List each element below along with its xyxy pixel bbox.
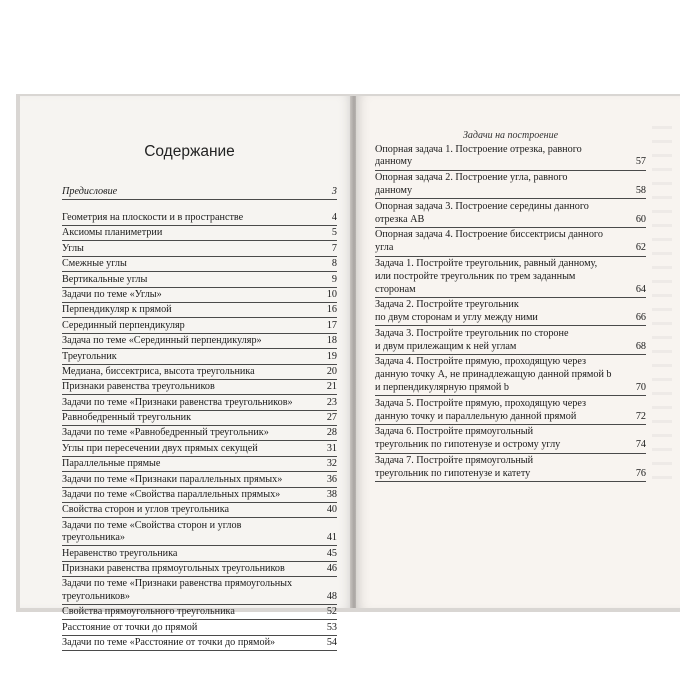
- toc-entry-line: [62, 427, 337, 439]
- toc-entry-text: Задача 7. Постройте прямоугольный: [375, 454, 534, 466]
- toc-entry: [375, 200, 646, 228]
- toc-entry-line: [375, 439, 646, 452]
- toc-page-number: 7: [331, 242, 337, 254]
- toc-entry: [62, 288, 337, 303]
- toc-entry-line: [62, 474, 337, 486]
- toc-page-number: 66: [635, 312, 646, 324]
- toc-page-number: 8: [331, 258, 337, 270]
- toc-page-number: 76: [635, 467, 646, 479]
- toc-page-number: 10: [326, 288, 337, 300]
- toc-page-number: 52: [326, 606, 337, 618]
- toc-entry: [62, 547, 337, 562]
- toc-entry-text: угла: [375, 242, 394, 254]
- toc-page-number: 41: [326, 532, 337, 544]
- toc-entry-line: [62, 563, 337, 575]
- toc-entry-text: треугольник по гипотенузе и катету: [375, 467, 531, 479]
- toc-page-number: 18: [326, 335, 337, 347]
- toc-entry: [62, 427, 337, 442]
- toc-entry-line: [375, 214, 646, 227]
- toc-page-number: 5: [331, 227, 337, 239]
- toc-entry: [62, 381, 337, 396]
- toc-entry-line: [62, 458, 337, 470]
- toc-page-number: 54: [326, 636, 337, 648]
- toc-entry-text: Неравенство треугольника: [62, 547, 178, 559]
- toc-page-number: 23: [326, 396, 337, 408]
- toc-entry-text: Перпендикуляр к прямой: [62, 304, 172, 316]
- toc-entry-text: Задачи по теме «Свойства параллельных прямых»: [62, 489, 281, 501]
- toc-entry-line: [375, 284, 646, 297]
- toc-page-number: 38: [326, 489, 337, 501]
- toc-entry: [62, 304, 337, 319]
- toc-entry-line: [375, 156, 646, 169]
- toc-entry: [62, 411, 337, 426]
- toc-entry-text: сторонам: [375, 283, 416, 295]
- toc-entry: [62, 211, 337, 226]
- toc-entry: [375, 143, 646, 171]
- toc-entry-line: [62, 351, 337, 363]
- toc-page-number: 64: [635, 283, 646, 295]
- toc-page-number: 70: [635, 382, 646, 394]
- toc-entry: [62, 578, 337, 605]
- section-title: Задачи на построение: [462, 130, 559, 141]
- toc-entry-text: данную точку A, не принадлежащую данной прямой b: [375, 369, 612, 381]
- toc-entry-text: треугольник по гипотенузе и острому углу: [375, 439, 561, 451]
- toc-entry: [62, 458, 337, 473]
- toc-entry-text: Задача 5. Постройте прямую, проходящую через: [375, 397, 587, 409]
- toc-entry-text: данную точку и параллельную данной прямой: [375, 410, 577, 422]
- toc-entry-text: Задача 1. Постройте треугольник, равный данному,: [375, 257, 598, 269]
- toc-entry-text: и перпендикулярную прямой b: [375, 382, 510, 394]
- page-title: Содержание: [144, 143, 235, 160]
- toc-page-number: 4: [331, 211, 337, 223]
- toc-page-number: 60: [635, 213, 646, 225]
- toc-page-number: 62: [635, 242, 646, 254]
- toc-entry: [62, 227, 337, 242]
- toc-entry-text: данному: [375, 184, 413, 196]
- toc-entry-text: Вертикальные углы: [62, 273, 148, 285]
- toc-page-number: 46: [326, 562, 337, 574]
- toc-entry-text: Опорная задача 2. Построение угла, равного: [375, 172, 568, 184]
- toc-entry-text: Задачи по теме «Признаки равенства прямоугольных: [62, 578, 293, 590]
- toc-entry: [62, 365, 337, 380]
- toc-page-number: 3: [331, 185, 337, 197]
- toc-entry-line: [62, 227, 337, 239]
- toc-entry-text: Задачи по теме «Признаки равенства треугольников»: [62, 396, 293, 408]
- toc-entry: [62, 242, 337, 257]
- toc-entry-text: данному: [375, 156, 413, 168]
- toc-entry-text: Задача по теме «Серединный перпендикуляр»: [62, 335, 262, 347]
- toc-entry-line: [62, 489, 337, 501]
- toc-entry-text: Задачи по теме «Расстояние от точки до прямой»: [62, 636, 276, 648]
- toc-page-number: 31: [326, 442, 337, 454]
- toc-entry-text: Опорная задача 1. Построение отрезка, равного: [375, 143, 582, 155]
- toc-entry: [375, 299, 646, 327]
- toc-entry-text: или постройте треугольник по трем заданным: [375, 270, 576, 282]
- toc-entry: [62, 606, 337, 621]
- toc-page-number: 36: [326, 473, 337, 485]
- toc-entry-text: отрезка AB: [375, 213, 425, 225]
- toc-page-number: 16: [326, 304, 337, 316]
- toc-entry-text: Углы: [62, 242, 84, 254]
- toc-entry: [62, 504, 337, 519]
- toc-entry-text: Свойства прямоугольного треугольника: [62, 606, 235, 618]
- toc-entry-text: Опорная задача 4. Построение биссектрисы данного: [375, 229, 603, 241]
- toc-page-number: 57: [635, 156, 646, 168]
- toc-entry-line: [62, 412, 337, 424]
- toc-entry-text: треугольников»: [62, 590, 130, 602]
- toc-entry-line: [62, 504, 337, 516]
- toc-entry-text: Задача 4. Постройте прямую, проходящую через: [375, 356, 587, 368]
- toc-entry-line: [62, 289, 337, 301]
- toc-entry-text: Серединный перпендикуляр: [62, 319, 185, 331]
- toc-entry-line: [62, 637, 337, 649]
- toc-entry: [62, 621, 337, 636]
- toc-page-number: 32: [326, 458, 337, 470]
- toc-page-number: 9: [331, 273, 337, 285]
- toc-entry-line: [375, 242, 646, 255]
- toc-entry-line: [62, 397, 337, 409]
- toc-entry-line: [62, 243, 337, 255]
- toc-entry-line: [62, 443, 337, 455]
- toc-entry-line: [62, 186, 337, 198]
- toc-entry-text: Медиана, биссектриса, высота треугольника: [62, 365, 255, 377]
- toc-entry-text: Признаки равенства прямоугольных треугольников: [62, 562, 285, 574]
- toc-page-number: 48: [326, 590, 337, 602]
- toc-page-number: 53: [326, 621, 337, 633]
- toc-entry: [62, 442, 337, 457]
- toc-entry: [62, 636, 337, 651]
- toc-page-number: 27: [326, 412, 337, 424]
- toc-entry: [375, 454, 646, 482]
- toc-entry: [62, 273, 337, 288]
- show-through-shadow: [652, 126, 672, 486]
- toc-entry-text: Геометрия на плоскости и в пространстве: [62, 211, 244, 223]
- toc-entry-text: Смежные углы: [62, 258, 127, 270]
- toc-entry-text: Параллельные прямые: [62, 458, 161, 470]
- toc-entry-line: [62, 320, 337, 332]
- toc-entry-line: [62, 212, 337, 224]
- toc-entry: [62, 488, 337, 503]
- toc-entry: [62, 185, 337, 200]
- toc-entry-text: по двум сторонам и углу между ними: [375, 312, 538, 324]
- toc-entry: [375, 172, 646, 200]
- toc-entry-text: Свойства сторон и углов треугольника: [62, 504, 230, 516]
- toc-entry-line: [375, 382, 646, 395]
- toc-entry-text: Задача 2. Постройте треугольник: [375, 299, 519, 311]
- toc-entry: [62, 319, 337, 334]
- toc-entry: [62, 396, 337, 411]
- toc-entry: [62, 519, 337, 546]
- toc-entry-text: Опорная задача 3. Построение середины данного: [375, 200, 589, 212]
- toc-entry-line: [62, 548, 337, 560]
- toc-entry-text: Признаки равенства треугольников: [62, 381, 215, 393]
- toc-entry-line: [62, 258, 337, 270]
- toc-entry-text: Равнобедренный треугольник: [62, 412, 192, 424]
- toc-entry-line: [62, 304, 337, 316]
- toc-entry-text: Расстояние от точки до прямой: [62, 621, 198, 633]
- toc-entry: [62, 562, 337, 577]
- toc-page-number: 68: [635, 340, 646, 352]
- toc-entry-line: [62, 606, 337, 618]
- toc-list-left: [62, 185, 337, 652]
- toc-entry-text: Предисловие: [62, 185, 118, 197]
- toc-entry-line: [375, 185, 646, 198]
- toc-page-number: 19: [326, 350, 337, 362]
- toc-entry-line: [62, 366, 337, 378]
- left-page: [20, 96, 353, 648]
- toc-entry: [62, 473, 337, 488]
- toc-entry-line: [375, 411, 646, 424]
- toc-page-number: 20: [326, 365, 337, 377]
- toc-entry: [62, 350, 337, 365]
- toc-entry-line: [62, 274, 337, 286]
- toc-page-number: 58: [635, 184, 646, 196]
- toc-entry-line: [375, 468, 646, 481]
- toc-entry-line: [62, 335, 337, 347]
- toc-page-number: 72: [635, 410, 646, 422]
- toc-entry-text: и двум прилежащим к ней углам: [375, 340, 517, 352]
- toc-list-right: [375, 143, 646, 483]
- toc-entry: [375, 356, 646, 397]
- toc-entry-text: Аксиомы планиметрии: [62, 227, 163, 239]
- toc-entry: [375, 397, 646, 425]
- toc-page-number: 21: [326, 381, 337, 393]
- toc-entry-line: [375, 341, 646, 354]
- toc-page-number: 45: [326, 547, 337, 559]
- toc-entry-line: [62, 381, 337, 393]
- toc-page-number: 17: [326, 319, 337, 331]
- toc-entry-text: Треугольник: [62, 350, 117, 362]
- toc-page-number: 28: [326, 427, 337, 439]
- toc-entry-line: [62, 591, 337, 603]
- toc-entry-text: Задача 6. Постройте прямоугольный: [375, 426, 534, 438]
- toc-entry-text: Задача 3. Постройте треугольник по стороне: [375, 327, 569, 339]
- toc-page-number: 74: [635, 439, 646, 451]
- toc-entry-text: треугольника»: [62, 532, 125, 544]
- toc-entry: [62, 258, 337, 273]
- toc-entry-text: Задачи по теме «Свойства сторон и углов: [62, 519, 242, 531]
- toc-entry-text: Задачи по теме «Равнобедренный треугольник»: [62, 427, 269, 439]
- toc-entry: [375, 426, 646, 454]
- toc-entry: [375, 327, 646, 355]
- toc-page-number: 40: [326, 504, 337, 516]
- toc-entry-line: [62, 622, 337, 634]
- toc-entry-line: [375, 312, 646, 325]
- toc-entry-text: Задачи по теме «Углы»: [62, 288, 162, 300]
- toc-entry: [62, 335, 337, 350]
- toc-entry-text: Задачи по теме «Признаки параллельных прямых»: [62, 473, 283, 485]
- toc-entry: [375, 257, 646, 298]
- right-page: [356, 96, 680, 608]
- toc-entry: [375, 229, 646, 257]
- toc-entry-line: [62, 532, 337, 544]
- toc-entry-text: Углы при пересечении двух прямых секущей: [62, 442, 258, 454]
